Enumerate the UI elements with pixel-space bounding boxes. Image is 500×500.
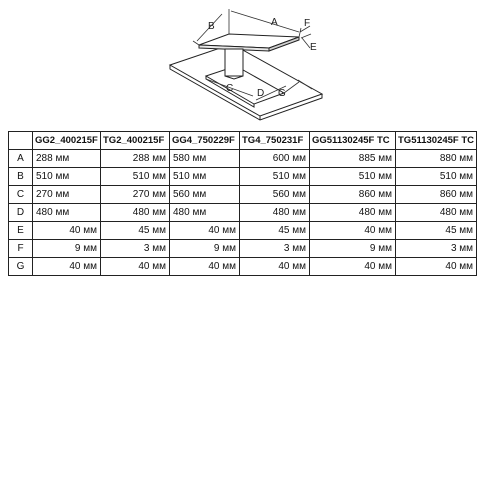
table-cell: 40 мм bbox=[170, 222, 240, 240]
table-cell: 510 мм bbox=[101, 168, 170, 186]
table-header-row bbox=[9, 132, 477, 150]
table-cell: 9 мм bbox=[33, 240, 101, 258]
table-cell: 600 мм bbox=[240, 150, 310, 168]
column-header: GG4_750229F bbox=[170, 132, 240, 150]
table-cell: 510 мм bbox=[396, 168, 477, 186]
row-label: A bbox=[9, 150, 33, 168]
table-cell: 480 мм bbox=[101, 204, 170, 222]
table-cell: 480 мм bbox=[240, 204, 310, 222]
dim-label-c: C bbox=[226, 83, 234, 94]
table-cell: 40 мм bbox=[310, 222, 396, 240]
table-cell: 270 мм bbox=[101, 186, 170, 204]
table-cell: 510 мм bbox=[310, 168, 396, 186]
table-cell: 40 мм bbox=[310, 258, 396, 276]
table-cell: 45 мм bbox=[396, 222, 477, 240]
column-header: GG51130245F TC bbox=[310, 132, 396, 150]
table-cell: 480 мм bbox=[310, 204, 396, 222]
table-cell: 288 мм bbox=[33, 150, 101, 168]
dim-label-e: E bbox=[310, 42, 317, 53]
table-cell: 45 мм bbox=[101, 222, 170, 240]
table-cell: 3 мм bbox=[396, 240, 477, 258]
table-cell: 40 мм bbox=[101, 258, 170, 276]
worktop-drawing bbox=[170, 44, 322, 120]
row-label: E bbox=[9, 222, 33, 240]
table-cell: 860 мм bbox=[396, 186, 477, 204]
table-cell: 860 мм bbox=[310, 186, 396, 204]
table-row bbox=[9, 222, 477, 240]
table-row bbox=[9, 240, 477, 258]
column-header bbox=[9, 132, 33, 150]
table-cell: 560 мм bbox=[240, 186, 310, 204]
table-cell: 9 мм bbox=[170, 240, 240, 258]
dim-label-f: F bbox=[304, 18, 311, 29]
dim-label-a: A bbox=[271, 17, 278, 28]
table-cell: 45 мм bbox=[240, 222, 310, 240]
dim-label-d: D bbox=[257, 88, 265, 99]
row-label: D bbox=[9, 204, 33, 222]
dim-label-b: B bbox=[208, 21, 215, 32]
table-cell: 40 мм bbox=[33, 258, 101, 276]
row-label: C bbox=[9, 186, 33, 204]
row-label: G bbox=[9, 258, 33, 276]
table-cell: 580 мм bbox=[170, 150, 240, 168]
table-cell: 288 мм bbox=[101, 150, 170, 168]
table-row bbox=[9, 168, 477, 186]
table-cell: 510 мм bbox=[33, 168, 101, 186]
column-header: TG4_750231F bbox=[240, 132, 310, 150]
column-header: GG2_400215F bbox=[33, 132, 101, 150]
dimensions-table bbox=[8, 131, 477, 276]
table-cell: 480 мм bbox=[170, 204, 240, 222]
table-cell: 510 мм bbox=[170, 168, 240, 186]
table-cell: 40 мм bbox=[396, 258, 477, 276]
table-cell: 40 мм bbox=[170, 258, 240, 276]
table-cell: 3 мм bbox=[101, 240, 170, 258]
table-row bbox=[9, 186, 477, 204]
table-row bbox=[9, 150, 477, 168]
column-header: TG51130245F TC bbox=[396, 132, 477, 150]
dim-label-g: G bbox=[278, 88, 286, 99]
table-cell: 3 мм bbox=[240, 240, 310, 258]
table-cell: 480 мм bbox=[396, 204, 477, 222]
table-cell: 270 мм bbox=[33, 186, 101, 204]
table-cell: 510 мм bbox=[240, 168, 310, 186]
table-cell: 40 мм bbox=[33, 222, 101, 240]
table-cell: 40 мм bbox=[240, 258, 310, 276]
table-cell: 560 мм bbox=[170, 186, 240, 204]
table-row bbox=[9, 258, 477, 276]
table-cell: 9 мм bbox=[310, 240, 396, 258]
installation-diagram bbox=[0, 0, 500, 125]
table-row bbox=[9, 204, 477, 222]
table-cell: 885 мм bbox=[310, 150, 396, 168]
table-cell: 880 мм bbox=[396, 150, 477, 168]
row-label: F bbox=[9, 240, 33, 258]
row-label: B bbox=[9, 168, 33, 186]
table-cell: 480 мм bbox=[33, 204, 101, 222]
column-header: TG2_400215F bbox=[101, 132, 170, 150]
